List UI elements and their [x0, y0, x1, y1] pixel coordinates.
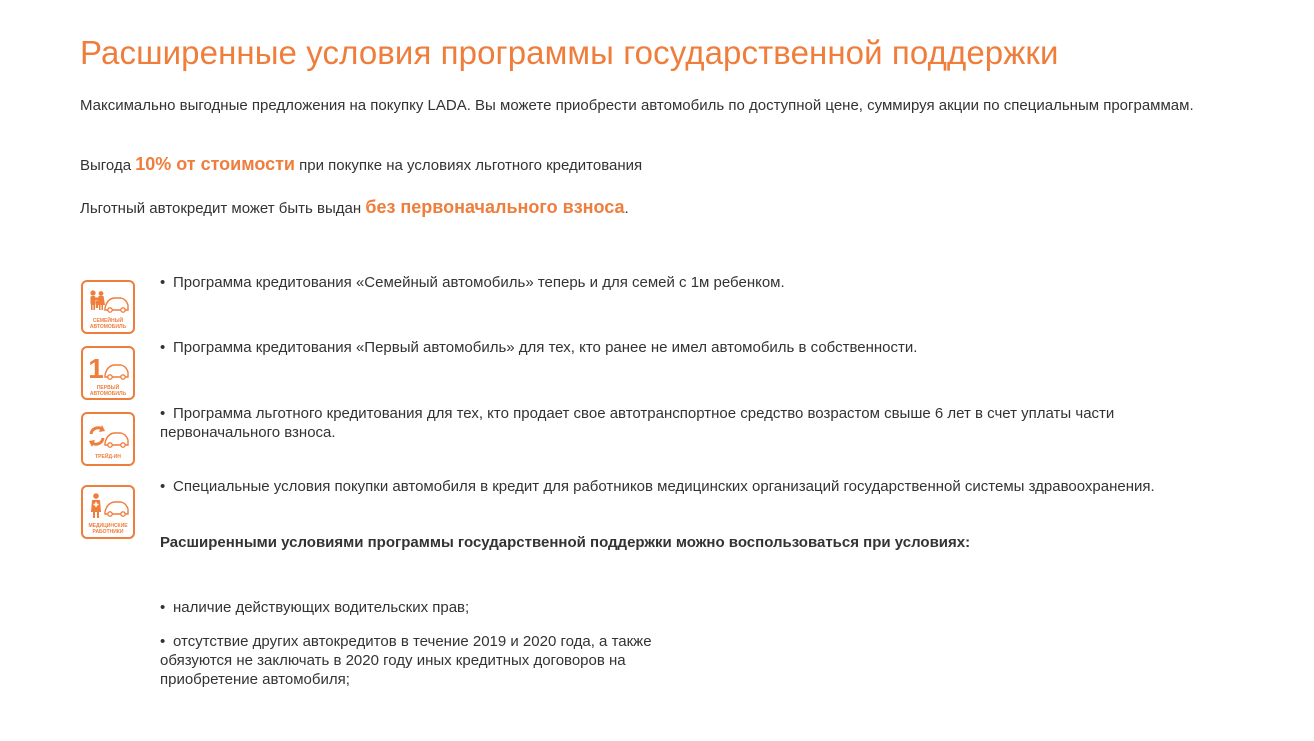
bullet: • [160, 274, 166, 291]
svg-text:РАБОТНИКИ: РАБОТНИКИ [92, 529, 124, 535]
svg-text:СЕМЕЙНЫЙ: СЕМЕЙНЫЙ [92, 318, 124, 324]
condition-item-no-loans [160, 632, 720, 689]
condition-text: наличие действующих водительских прав; [173, 599, 470, 616]
benefit-highlight: 10% от стоимости [135, 154, 295, 174]
downpayment-line [80, 198, 629, 218]
benefit-suffix: при покупке на условиях льготного кредитования [294, 157, 643, 174]
program-text: Программа кредитования «Первый автомобиль» для тех, кто ранее не имел автомобиль в собственности. [173, 339, 918, 356]
benefit-line [80, 155, 642, 175]
condition-item-license [160, 598, 1220, 617]
program-item-family-car [160, 273, 1220, 292]
bullet: • [160, 633, 166, 650]
program-text: Программа льготного кредитования для тех, кто продает свое автотранспортное средство возрастом свыше 6 лет в счет уплаты части первоначального взноса. [160, 405, 1115, 441]
bullet: • [160, 478, 166, 495]
program-item-trade-in [160, 404, 1220, 442]
program-item-first-car [160, 338, 1220, 357]
svg-text:ТРЕЙД-ИН: ТРЕЙД-ИН [95, 454, 121, 460]
downpayment-highlight: без первоначального взноса [365, 197, 625, 217]
conditions-heading: Расширенными условиями программы государственной поддержки можно воспользоваться при условиях: [160, 534, 971, 551]
program-text: Специальные условия покупки автомобиля в кредит для работников медицинских организаций государственной системы здравоохранения. [173, 478, 1155, 495]
intro-text: Максимально выгодные предложения на покупку LADA. Вы можете приобрести автомобиль по доступной цене, суммируя акции по специальным программам. [80, 97, 1194, 114]
downpayment-prefix: Льготный автокредит может быть выдан [80, 200, 366, 217]
page-title: Расширенные условия программы государственной поддержки [80, 34, 1059, 71]
medical-workers-icon [81, 485, 135, 539]
svg-text:АВТОМОБИЛЬ: АВТОМОБИЛЬ [89, 391, 127, 397]
family-car-icon [81, 280, 135, 334]
program-text: Программа кредитования «Семейный автомобиль» теперь и для семей с 1м ребенком. [173, 274, 785, 291]
bullet: • [160, 339, 166, 356]
bullet: • [160, 405, 166, 422]
first-car-icon [81, 346, 135, 400]
svg-text:ПЕРВЫЙ: ПЕРВЫЙ [96, 385, 120, 391]
trade-in-icon [81, 412, 135, 466]
condition-text: отсутствие других автокредитов в течение 2019 и 2020 года, а также обязуются не заключать в 2020 году иных кредитных договоров на приобретение автомобиля; [160, 633, 652, 688]
downpayment-suffix: . [624, 200, 629, 217]
benefit-prefix: Выгода [80, 157, 136, 174]
svg-text:1: 1 [88, 353, 104, 384]
bullet: • [160, 599, 166, 616]
program-item-medical-workers [160, 477, 1220, 496]
svg-text:МЕДИЦИНСКИЕ: МЕДИЦИНСКИЕ [88, 523, 128, 529]
svg-text:АВТОМОБИЛЬ: АВТОМОБИЛЬ [89, 324, 127, 330]
